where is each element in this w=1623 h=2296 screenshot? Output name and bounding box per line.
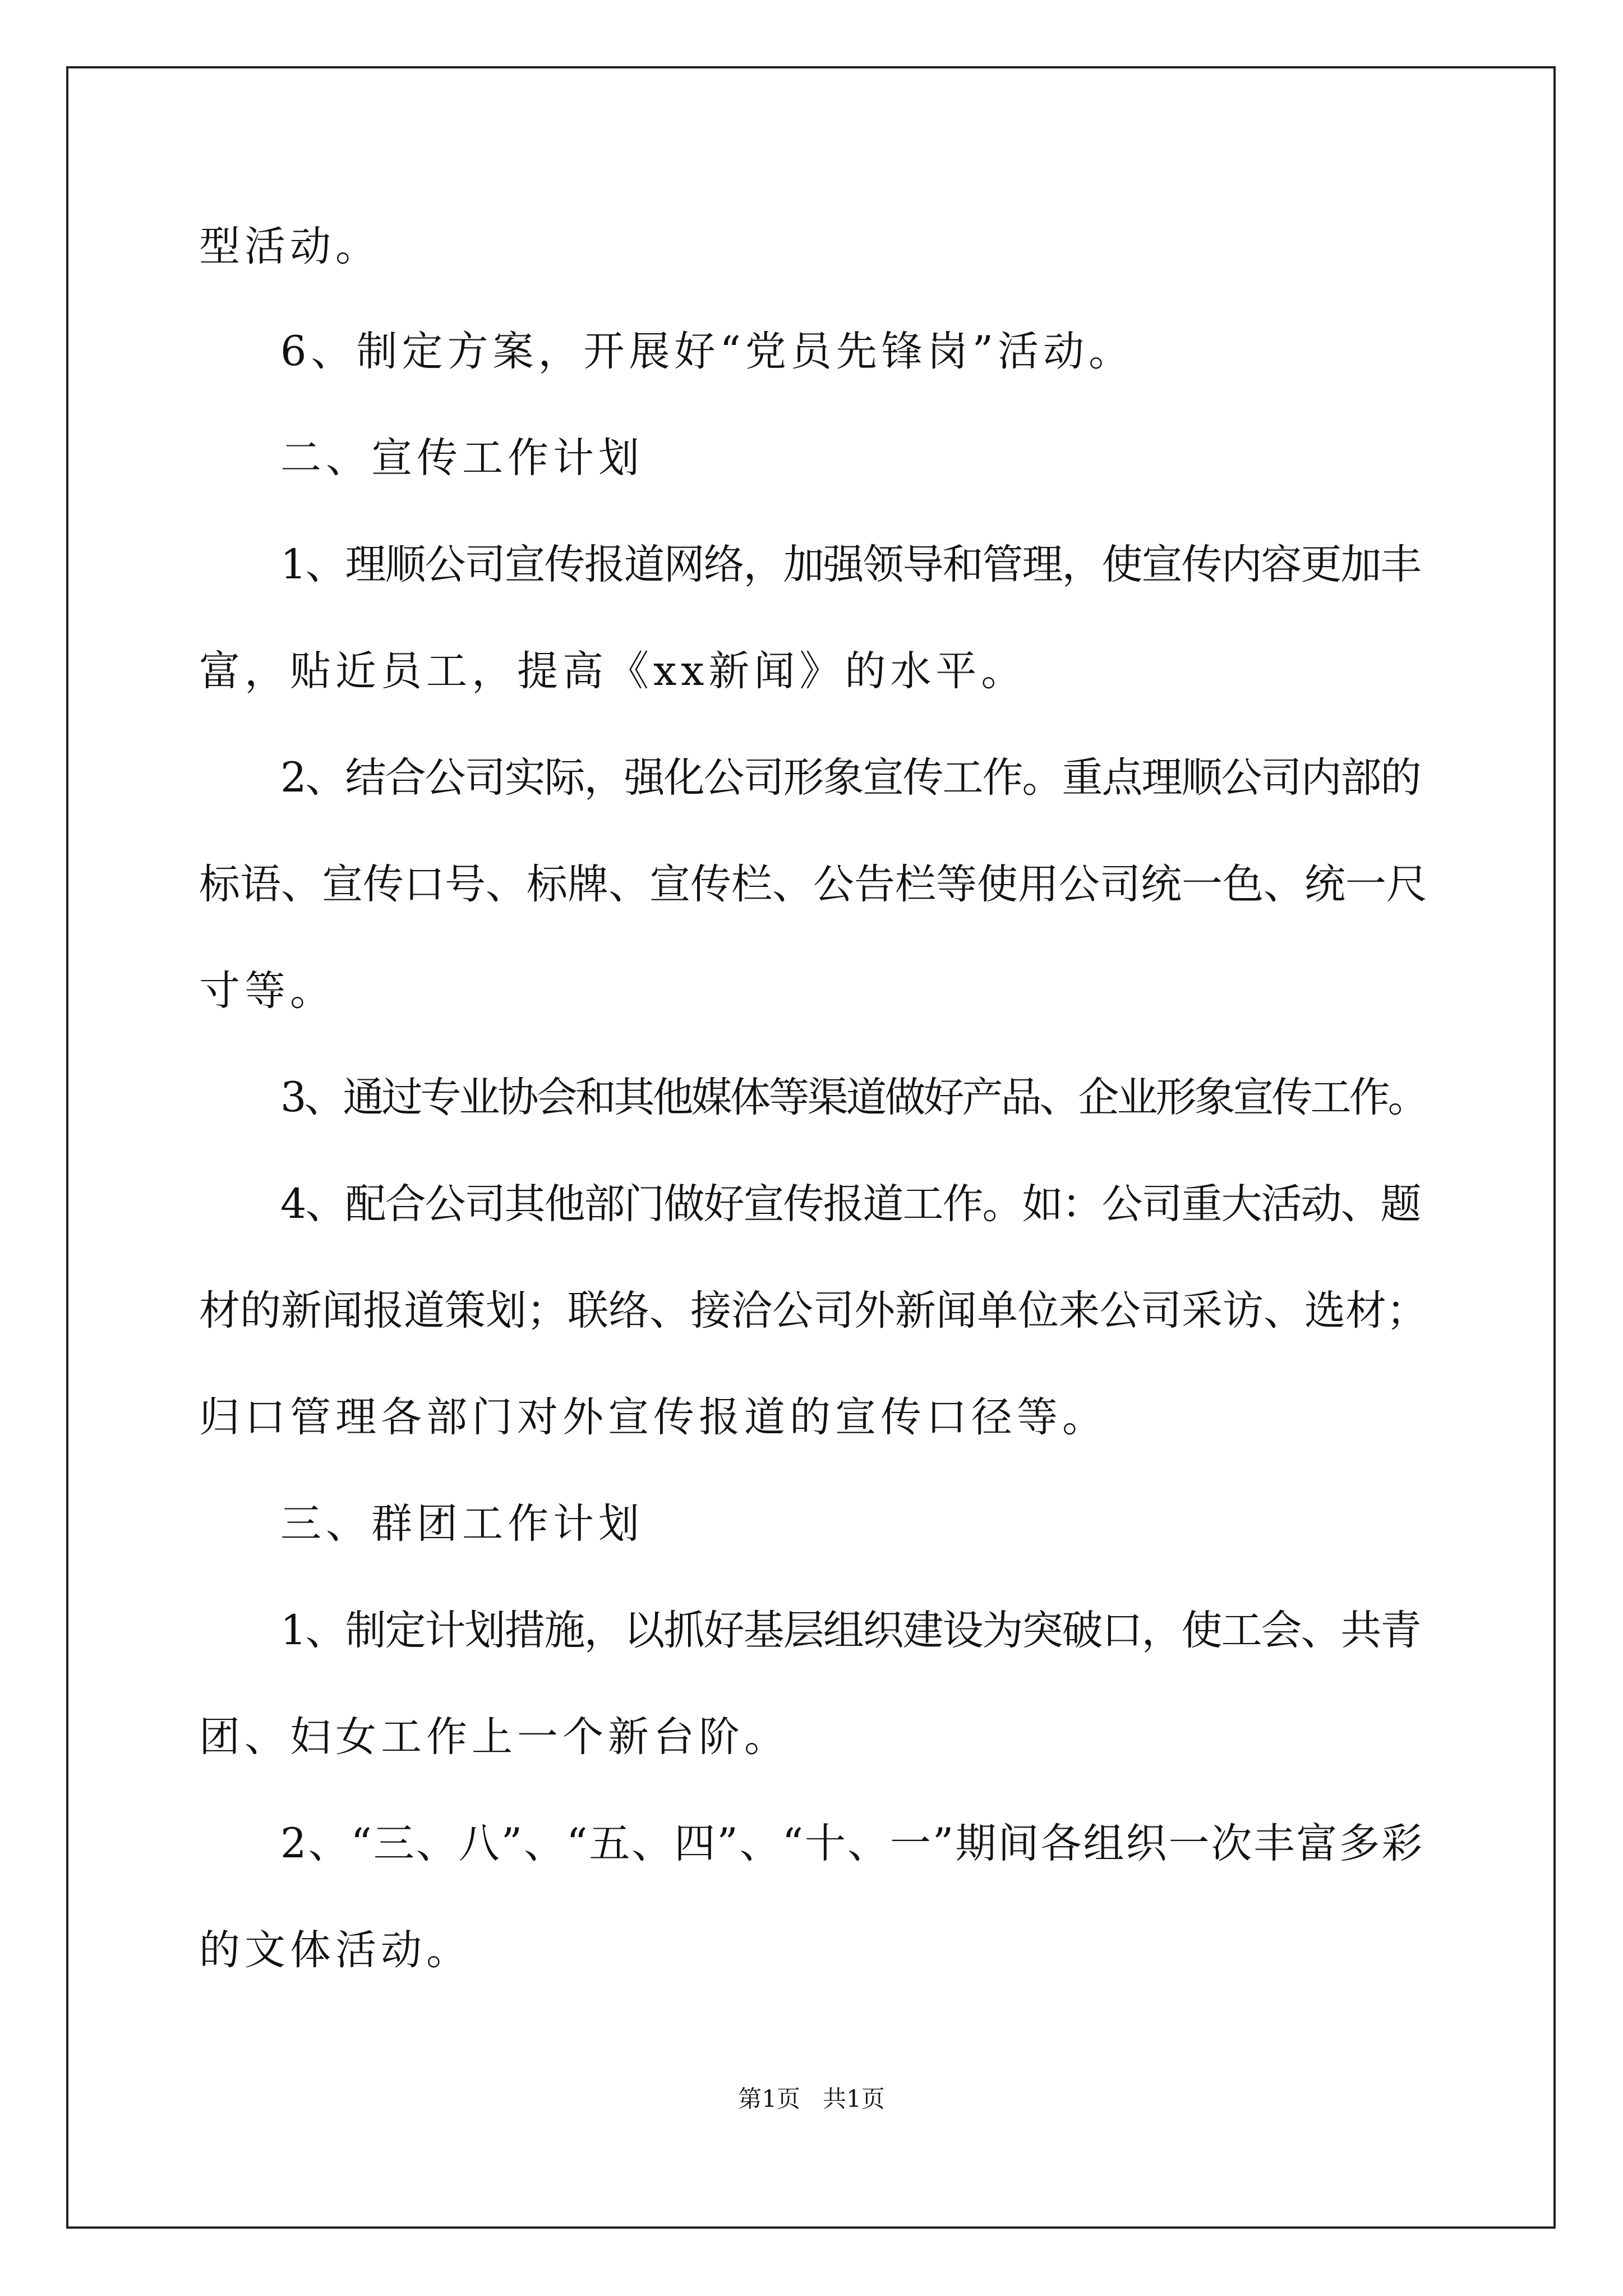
section-heading: 三、群团工作计划	[280, 1500, 644, 1548]
text-line: 团、妇女工作上一个新台阶。	[199, 1713, 790, 1761]
text-line: 4、配合公司其他部门做好宣传报道工作。如：公司重大活动、题	[280, 1180, 1421, 1228]
text-line: 寸等。	[199, 967, 335, 1015]
text-line: 材的新闻报道策划；联络、接洽公司外新闻单位来公司采访、选材；	[199, 1287, 1427, 1335]
text-line: 标语、宣传口号、标牌、宣传栏、公告栏等使用公司统一色、统一尺	[199, 861, 1427, 908]
text-line: 的文体活动。	[199, 1926, 472, 1974]
page-frame	[66, 66, 1556, 2229]
section-heading: 二、宣传工作计划	[280, 434, 644, 482]
text-line: 6、制定方案，开展好“党员先锋岗”活动。	[280, 328, 1135, 375]
text-line: 2、结合公司实际，强化公司形象宣传工作。重点理顺公司内部的	[280, 754, 1421, 802]
text-line: 2、“三、八”、“五、四”、“十、一”期间各组织一次丰富多彩	[280, 1820, 1424, 1867]
text-line: 1、制定计划措施，以抓好基层组织建设为突破口，使工会、共青	[280, 1607, 1421, 1654]
text-line: 归口管理各部门对外宣传报道的宣传口径等。	[199, 1393, 1108, 1441]
text-line: 3、通过专业协会和其他媒体等渠道做好产品、企业形象宣传工作。	[280, 1074, 1427, 1121]
page-footer: 第1页 共1页	[738, 2085, 885, 2113]
text-line: 1、理顺公司宣传报道网络，加强领导和管理，使宣传内容更加丰	[280, 541, 1421, 588]
text-line: 型活动。	[199, 223, 381, 270]
text-line: 富，贴近员工，提高《xx新闻》的水平。	[199, 647, 1027, 695]
